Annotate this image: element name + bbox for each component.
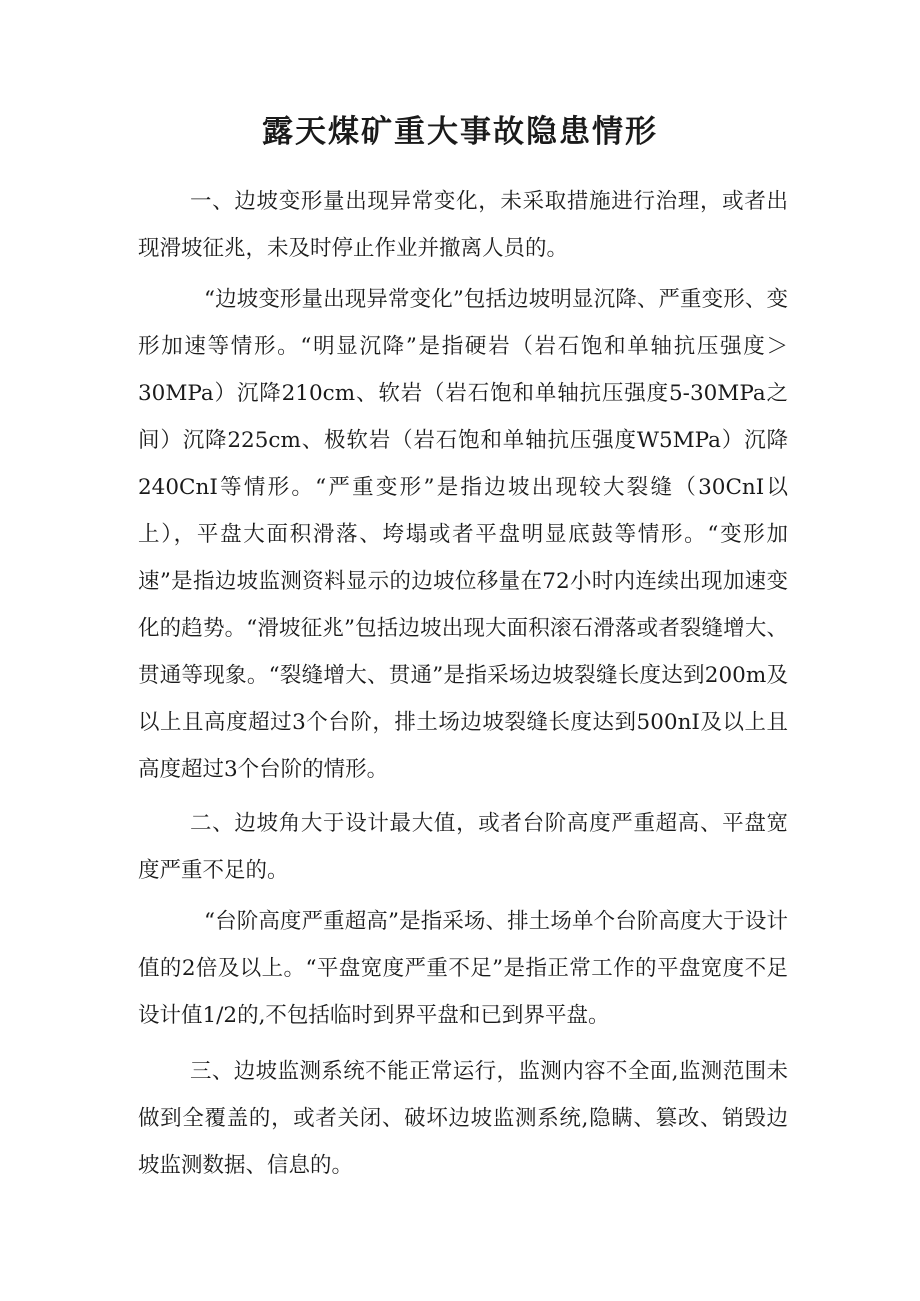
paragraph-1: 一、边坡变形量出现异常变化，未采取措施进行治理，或者出现滑坡征兆，未及时停止作业并撤离人员的。 (138, 189, 788, 261)
paragraph-5: 三、边坡监测系统不能正常运行，监测内容不全面,监测范围未做到全覆盖的，或者关闭、破坏边坡监测系统,隐瞒、篡改、销毁边坡监测数据、信息的。 (138, 1059, 788, 1178)
paragraph-4: “台阶高度严重超高”是指采场、排土场单个台阶高度大于设计值的2倍及以上。“平盘宽度严重不足”是指正常工作的平盘宽度不足设计值1/2的,不包括临时到界平盘和已到界平盘。 (138, 909, 788, 1028)
paragraph-2: “边坡变形量出现异常变化”包括边坡明显沉降、严重变形、变形加速等情形。“明显沉降”是指硬岩（岩石饱和单轴抗压强度＞30MPa）沉降210cm、软岩（岩石饱和单轴抗压强度5-30MPa之间）沉降225cm、极软岩（岩石饱和单轴抗压强度W5MPa）沉降240CnI等情形。“严重变形”是指边坡出现较大裂缝（30CnI以上），平盘大面积滑落、垮塌或者平盘明显底鼓等情形。“变形加速”是指边坡监测资料显示的边坡位移量在72小时内连续出现加速变化的趋势。“滑坡征兆”包括边坡出现大面积滚石滑落或者裂缝增大、贯通等现象。“裂缝增大、贯通”是指采场边坡裂缝长度达到200m及以上且高度超过3个台阶，排土场边坡裂缝长度达到500nI及以上且高度超过3个台阶的情形。 (138, 287, 788, 782)
document-title: 露天煤矿重大事故隐患情形 (262, 114, 658, 150)
paragraph-3: 二、边坡角大于设计最大值，或者台阶高度严重超高、平盘宽度严重不足的。 (138, 811, 788, 883)
